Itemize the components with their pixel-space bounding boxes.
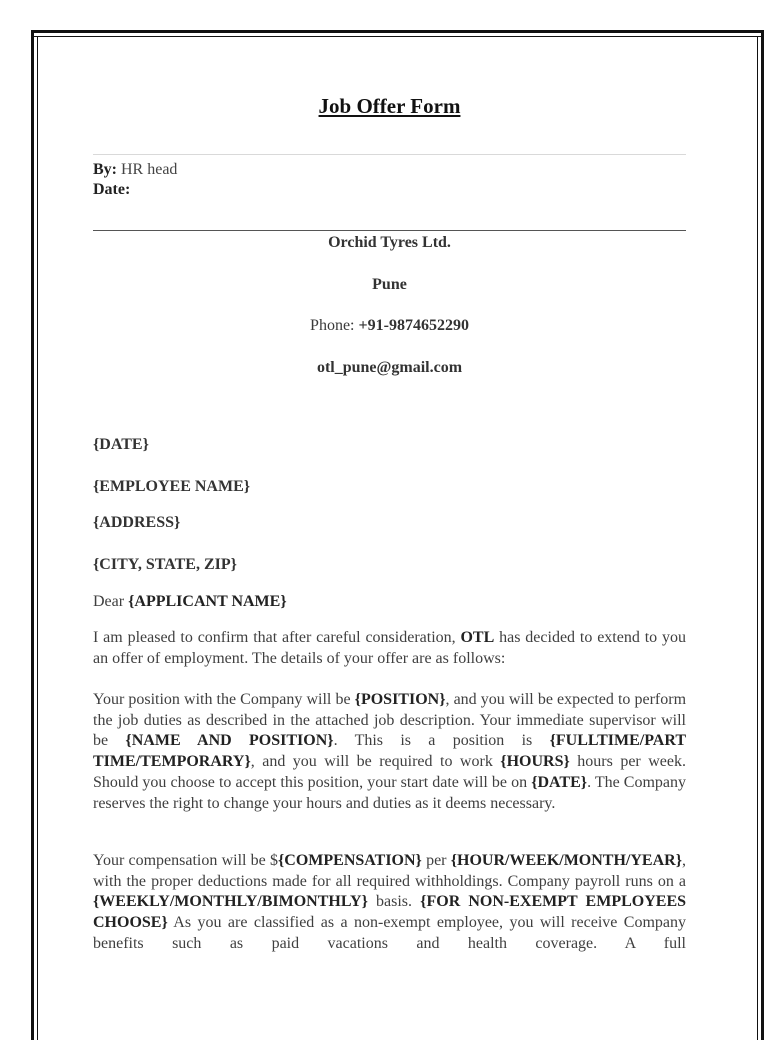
para2-text-6: . The Company reserves the right to change your hours and duties as it deems necessary. [93,773,687,812]
phone-label: Phone: [310,317,359,334]
date-line [93,180,686,200]
para3-text-1: Your compensation will be $ [93,852,278,869]
para2-text-2: , and you will be expected to perform the job duties as described in the attached job description. Your immediate supervisor will be [93,691,687,750]
para1-text-1: I am pleased to confirm that after careful consideration, [93,629,461,646]
company-city [93,276,686,294]
header-divider [93,154,686,155]
paragraph-compensation [93,851,686,955]
paragraph-position [93,690,686,814]
city-state-zip-field: {CITY, STATE, ZIP} [93,556,237,573]
employee-name-field: {EMPLOYEE NAME} [93,478,251,495]
company-email [93,359,686,377]
paragraph-intro [93,628,686,669]
para3-text-4: basis. [367,893,421,911]
address-field: {ADDRESS} [93,514,181,531]
hours-field: {HOURS} [500,753,570,771]
dear-text: Dear [93,593,129,610]
para2-text-4: , and you will be required to work [250,753,501,771]
by-label: By: [93,161,117,178]
supervisor-field: {NAME AND POSITION} [125,732,334,750]
para3-text-5: As you are classified as a non-exempt employee, you will receive Company benefits such as paid vacations and health coverage. A full [93,914,686,952]
date-label: Date: [93,181,131,198]
company-name-text: Orchid Tyres Ltd. [328,234,451,251]
author-line [93,160,686,180]
employment-type-field: {FULLTIME/PART TIME/TEMPORARY} [93,732,687,771]
payroll-frequency-field: {WEEKLY/MONTHLY/BIMONTHLY} [93,893,368,911]
start-date-field: {DATE} [531,773,588,791]
compensation-field: {COMPENSATION} [277,852,422,869]
pay-period-field: {HOUR/WEEK/MONTH/YEAR} [450,852,683,869]
para2-text-3: . This is a position is [333,732,550,750]
exempt-choice-field: {FOR NON-EXEMPT EMPLOYEES CHOOSE} [93,893,687,932]
para2-text-5: hours per week. Should you choose to accept this position, your start date will be on [93,753,686,791]
phone-value: +91-9874652290 [358,317,469,334]
para3-text-3: , with the proper deductions made for all required withholdings. Company payroll runs on a [93,852,687,890]
company-city-text: Pune [372,276,407,293]
company-email-text: otl_pune@gmail.com [316,359,463,376]
para2-text-1: Your position with the Company will be [93,691,355,708]
para3-text-2: per [421,852,451,869]
document-title: Job Offer Form [318,94,461,118]
company-abbrev: OTL [460,629,495,646]
company-divider [93,230,686,231]
date-field: {DATE} [93,436,149,453]
salutation [93,592,686,613]
company-name [93,234,686,252]
by-value: HR head [117,161,178,178]
frame-inner-line [34,36,761,37]
para1-text-2: has decided to extend to you an offer of employment. The details of your offer are as follows: [93,629,686,667]
applicant-name-field: {APPLICANT NAME} [128,593,287,610]
company-phone [93,317,686,335]
position-field: {POSITION} [354,691,446,708]
